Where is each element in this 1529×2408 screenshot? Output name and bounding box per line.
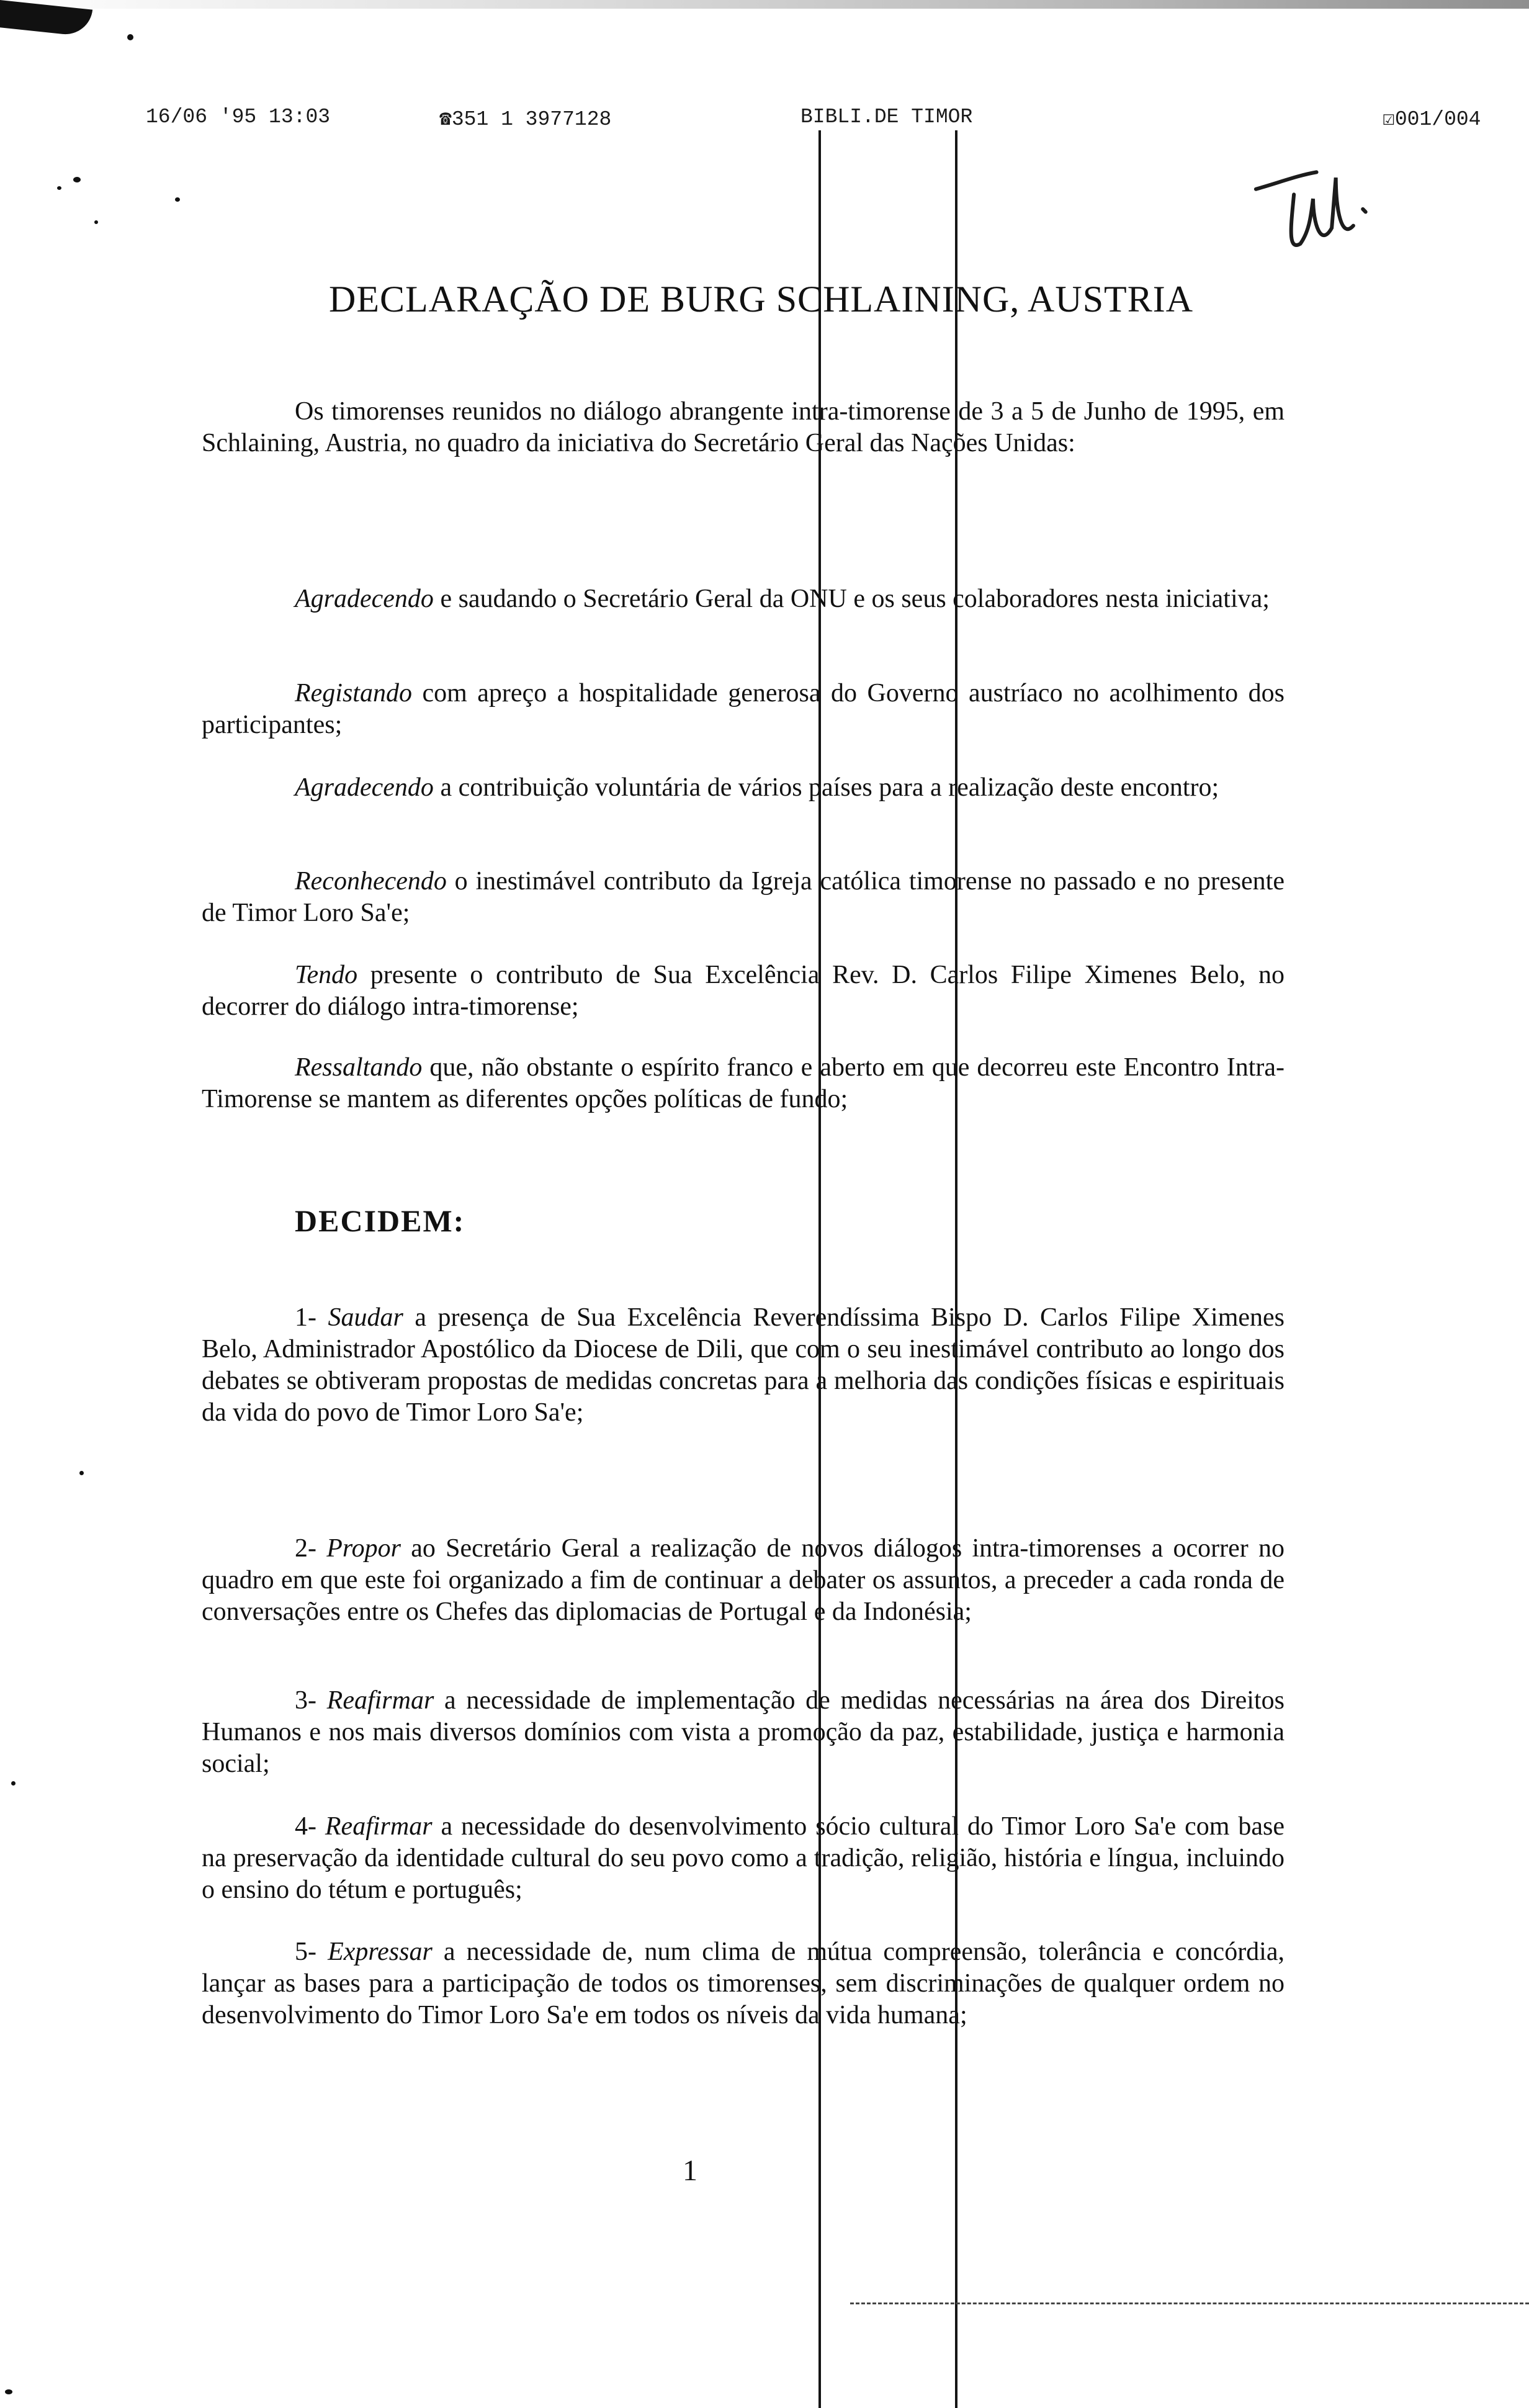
consideration-text: o inestimável contributo da Igreja católica timorense no passado e no presente de Timor Loro Sa'e; xyxy=(202,867,1285,927)
fax-page-counter: ☑001/004 xyxy=(1383,108,1481,131)
consideration-keyword: Reconhecendo xyxy=(295,867,447,896)
fax-speck xyxy=(79,1471,84,1475)
consideration-keyword: Agradecendo xyxy=(295,585,434,613)
decision-number: 4- xyxy=(295,1812,325,1841)
consideration-keyword: Ressaltando xyxy=(295,1053,423,1082)
fax-speck xyxy=(94,220,98,224)
decision-keyword: Propor xyxy=(326,1534,401,1563)
consideration-item xyxy=(202,772,1285,804)
consideration-text: a contribuição voluntária de vários países para a realização deste encontro; xyxy=(433,773,1219,802)
decision-text: a necessidade do desenvolvimento sócio cultural do Timor Loro Sa'e com base na preservação da identidade cultural do seu povo como a tradição, religião, história e língua, incluindo o ensino do tétum e português; xyxy=(202,1812,1285,1904)
fax-speck xyxy=(11,1781,16,1786)
handwritten-initials xyxy=(1247,149,1384,295)
fax-dashed-line xyxy=(850,2302,1529,2304)
page-number: 1 xyxy=(683,2154,697,2187)
decision-text: a necessidade de, num clima de mútua compreensão, tolerância e concórdia, lançar as bases para a participação de todos os timorenses, sem discriminações de qualquer ordem no desenvolvimento do Timor Loro Sa'e em todos os níveis da vida humana; xyxy=(202,1938,1285,2029)
decision-text: a necessidade de implementação de medidas necessárias na área dos Direitos Humanos e nos mais diversos domínios com vista a promoção da paz, estabilidade, justiça e harmonia social; xyxy=(202,1686,1285,1778)
page-title: DECLARAÇÃO DE BURG SCHLAINING, AUSTRIA xyxy=(329,279,1194,320)
fax-header xyxy=(0,106,1529,137)
decision-item xyxy=(202,1811,1285,1906)
decision-keyword: Reafirmar xyxy=(325,1812,433,1841)
decision-item xyxy=(202,1533,1285,1628)
consideration-item xyxy=(202,866,1285,929)
consideration-item xyxy=(202,583,1285,615)
fax-speck xyxy=(57,186,61,190)
decision-number: 3- xyxy=(295,1686,327,1715)
consideration-keyword: Registando xyxy=(295,679,412,708)
decision-number: 2- xyxy=(295,1534,327,1563)
fax-phone-number: ☎351 1 3977128 xyxy=(439,108,612,131)
fax-speck xyxy=(175,197,180,202)
consideration-item xyxy=(202,678,1285,741)
decision-keyword: Saudar xyxy=(328,1303,403,1332)
fax-speck xyxy=(73,177,81,182)
fax-top-edge-smudge xyxy=(0,0,1529,9)
consideration-text: que, não obstante o espírito franco e aberto em que decorreu este Encontro Intra-Timorense se mantem as diferentes opções políticas de fundo; xyxy=(202,1053,1285,1113)
fax-streak-line xyxy=(818,130,821,2408)
fax-datetime: 16/06 '95 13:03 xyxy=(146,106,331,128)
consideration-keyword: Tendo xyxy=(295,961,358,989)
decision-text: a presença de Sua Excelência Reverendíssima Bispo D. Carlos Filipe Ximenes Belo, Administrador Apostólico da Diocese de Dili, que com o seu inestimável contributo ao longo dos debates se obtiveram propostas de medidas concretas para a melhoria das condições físicas e espirituais da vida do povo de Timor Loro Sa'e; xyxy=(202,1303,1285,1427)
fax-speck xyxy=(5,2389,12,2394)
initials-signature xyxy=(1247,149,1382,273)
decision-keyword: Expressar xyxy=(328,1938,433,1966)
decision-keyword: Reafirmar xyxy=(326,1686,434,1715)
consideration-text: e saudando o Secretário Geral da ONU e os seus colaboradores nesta iniciativa; xyxy=(433,585,1270,613)
decision-number: 5- xyxy=(295,1938,328,1966)
consideration-text: com apreço a hospitalidade generosa do Governo austríaco no acolhimento dos participantes; xyxy=(202,679,1285,739)
consideration-keyword: Agradecendo xyxy=(295,773,434,802)
decision-item xyxy=(202,1936,1285,2031)
consideration-text: presente o contributo de Sua Excelência Rev. D. Carlos Filipe Ximenes Belo, no decorrer do diálogo intra-timorense; xyxy=(202,961,1285,1021)
decision-text: ao Secretário Geral a realização de novos diálogos intra-timorenses a ocorrer no quadro em que este foi organizado a fim de continuar a debater os assuntos, a preceder a cada ronda de conversações entre os Chefes das diplomacias de Portugal e da Indonésia; xyxy=(202,1534,1285,1626)
decision-item xyxy=(202,1685,1285,1780)
fax-streak-line xyxy=(955,130,957,2408)
decision-item xyxy=(202,1302,1285,1429)
fax-sender: BIBLI.DE TIMOR xyxy=(800,106,973,128)
preamble: Os timorenses reunidos no diálogo abrangente intra-timorense de 3 a 5 de Junho de 1995, em Schlaining, Austria, no quadro da iniciativa do Secretário Geral das Nações Unidas: xyxy=(202,397,1285,457)
fax-speck xyxy=(127,34,133,40)
consideration-item xyxy=(202,1052,1285,1115)
consideration-item xyxy=(202,959,1285,1023)
section-heading-decidem: DECIDEM: xyxy=(295,1203,465,1238)
decision-number: 1- xyxy=(295,1303,328,1332)
